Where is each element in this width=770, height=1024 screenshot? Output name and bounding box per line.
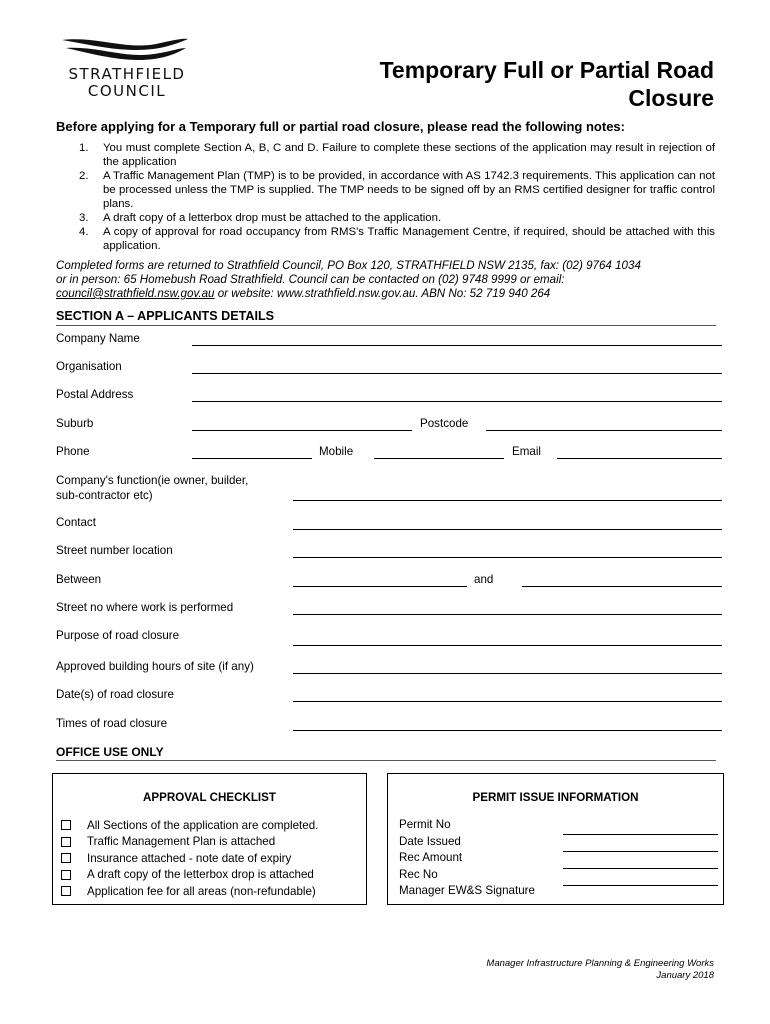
page-title-line2: Closure xyxy=(628,85,714,111)
checklist-item[interactable]: All Sections of the application are completed. xyxy=(61,817,318,834)
list-item: 1. You must complete Section A, B, C and D. Failure to complete these sections of the application may result in rejection of the application xyxy=(79,142,715,168)
contact-field[interactable] xyxy=(293,529,722,530)
checklist-item[interactable]: A draft copy of the letterbox drop is attached xyxy=(61,867,318,884)
organisation-label: Organisation xyxy=(56,360,122,373)
contact-line3: council@strathfield.nsw.gov.au or website: www.strathfield.nsw.gov.au. ABN No: 52 719 940 264 xyxy=(56,287,551,300)
list-item: 2. A Traffic Management Plan (TMP) is to be provided, in accordance with AS 1742.3 requirements. This application can not be processed unless the TMP is supplied. The TMP needs to be signed off by an RMS certified designer for traffic control plans. xyxy=(79,170,715,210)
rec-amount-field[interactable] xyxy=(563,868,718,869)
street-number-location-field[interactable] xyxy=(293,557,722,558)
dates-label: Date(s) of road closure xyxy=(56,688,174,701)
checkbox-icon[interactable] xyxy=(61,853,71,863)
contact-label: Contact xyxy=(56,516,96,529)
checklist-item[interactable]: Insurance attached - note date of expiry xyxy=(61,850,318,867)
notes-list xyxy=(56,141,715,253)
and-label: and xyxy=(474,573,494,586)
street-no-work-field[interactable] xyxy=(293,614,722,615)
page-title xyxy=(294,56,714,112)
phone-field[interactable] xyxy=(192,458,312,459)
postcode-field[interactable] xyxy=(486,430,722,431)
checkbox-icon[interactable] xyxy=(61,820,71,830)
section-a-divider xyxy=(56,325,716,326)
company-function-field[interactable] xyxy=(293,500,722,501)
between-field-2[interactable] xyxy=(522,586,722,587)
permit-no-field[interactable] xyxy=(563,834,718,835)
rec-amount-label: Rec Amount xyxy=(399,851,463,864)
email-label: Email xyxy=(512,445,541,458)
times-label: Times of road closure xyxy=(56,717,168,730)
date-issued-label: Date Issued xyxy=(399,834,461,848)
contact-line2: or in person: 65 Homebush Road Strathfield. Council can be contacted on (02) 9748 9999 or email: xyxy=(56,273,565,286)
mobile-label: Mobile xyxy=(319,445,354,458)
company-function-label: Company's function(ie owner, builder, sub-contractor etc) xyxy=(56,474,249,502)
contact-info xyxy=(56,259,736,301)
suburb-field[interactable] xyxy=(192,430,412,431)
date-issued-field[interactable] xyxy=(563,851,718,852)
between-label: Between xyxy=(56,573,102,586)
permit-info-box xyxy=(387,773,724,905)
between-field-1[interactable] xyxy=(293,586,467,587)
list-item: 4. A copy of approval for road occupancy from RMS's Traffic Management Centre, if required, should be attached with this application. xyxy=(79,226,715,252)
permit-info-title: PERMIT ISSUE INFORMATION xyxy=(472,791,639,804)
page-title-line1: Temporary Full or Partial Road xyxy=(379,57,714,83)
manager-signature-label: Manager EW&S Signature xyxy=(399,884,535,897)
checklist-item[interactable]: Application fee for all areas (non-refundable) xyxy=(61,883,318,900)
list-item: 3. A draft copy of a letterbox drop must be attached to the application. xyxy=(79,212,442,224)
approval-checklist xyxy=(61,817,318,900)
postal-address-label: Postal Address xyxy=(56,388,134,401)
company-name-label: Company Name xyxy=(56,332,140,345)
office-use-divider xyxy=(56,760,716,761)
postcode-label: Postcode xyxy=(420,417,469,430)
street-no-work-label: Street no where work is performed xyxy=(56,601,234,614)
intro-heading: Before applying for a Temporary full or partial road closure, please read the following notes: xyxy=(56,119,625,134)
approval-checklist-title: APPROVAL CHECKLIST xyxy=(143,791,276,804)
approved-hours-label: Approved building hours of site (if any) xyxy=(56,660,254,673)
permit-no-label: Permit No xyxy=(399,818,451,831)
section-a-heading: SECTION A – APPLICANTS DETAILS xyxy=(56,309,275,323)
postal-address-field[interactable] xyxy=(192,401,722,402)
checkbox-icon[interactable] xyxy=(61,886,71,896)
footer-line1: Manager Infrastructure Planning & Engineering Works xyxy=(486,958,714,969)
times-field[interactable] xyxy=(293,730,722,731)
council-logo xyxy=(56,36,198,102)
approval-checklist-box xyxy=(52,773,367,905)
company-name-field[interactable] xyxy=(192,345,722,346)
checkbox-icon[interactable] xyxy=(61,837,71,847)
rec-no-label: Rec No xyxy=(399,867,438,881)
logo-subname: COUNCIL xyxy=(87,82,167,100)
permit-fields xyxy=(399,817,535,900)
purpose-field[interactable] xyxy=(293,645,722,646)
street-number-location-label: Street number location xyxy=(56,544,173,557)
email-field[interactable] xyxy=(557,458,722,459)
purpose-label: Purpose of road closure xyxy=(56,629,180,642)
office-use-heading: OFFICE USE ONLY xyxy=(56,745,164,759)
rec-no-field[interactable] xyxy=(563,885,718,886)
logo-name: STRATHFIELD xyxy=(68,65,186,83)
contact-line1: Completed forms are returned to Strathfield Council, PO Box 120, STRATHFIELD NSW 2135, fax: (02) 9764 1034 xyxy=(56,259,641,272)
mobile-field[interactable] xyxy=(374,458,504,459)
email-link[interactable]: council@strathfield.nsw.gov.au xyxy=(56,287,215,300)
phone-label: Phone xyxy=(56,445,90,458)
footer xyxy=(314,958,714,982)
suburb-label: Suburb xyxy=(56,417,94,430)
dates-field[interactable] xyxy=(293,701,722,702)
footer-line2: January 2018 xyxy=(656,970,714,981)
logo-swoosh-icon xyxy=(56,36,198,66)
checklist-item[interactable]: Traffic Management Plan is attached xyxy=(61,834,318,851)
approved-hours-field[interactable] xyxy=(293,673,722,674)
checkbox-icon[interactable] xyxy=(61,870,71,880)
organisation-field[interactable] xyxy=(192,373,722,374)
